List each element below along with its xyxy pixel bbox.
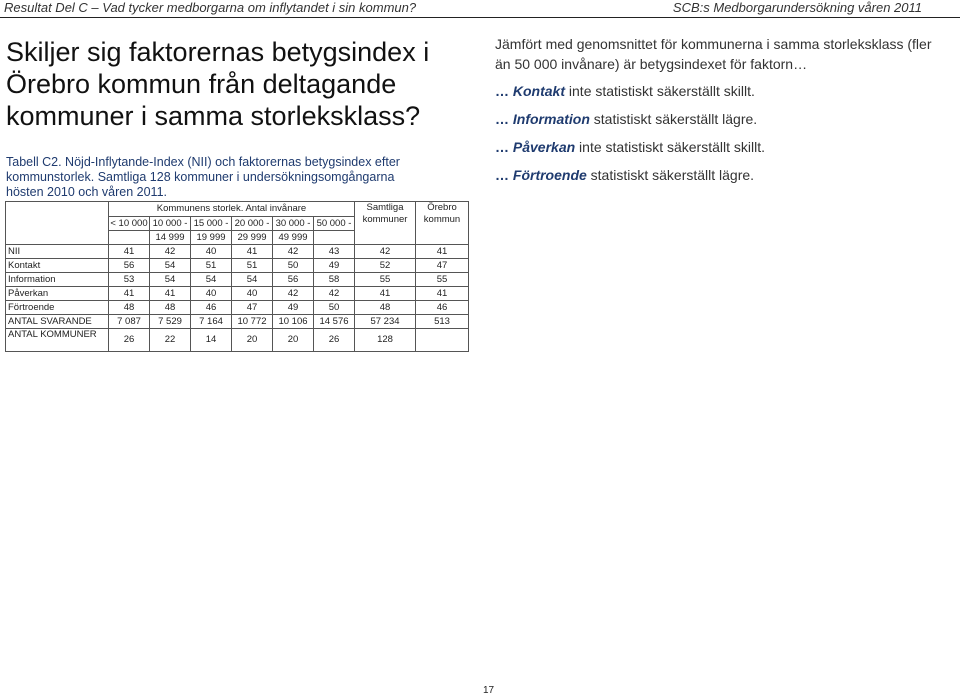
table-row	[6, 287, 469, 301]
bullet-text: statistiskt säkerställt lägre.	[586, 167, 755, 183]
table-row	[6, 259, 469, 273]
table-cell: 42	[150, 245, 191, 259]
table-cell: 54	[191, 273, 232, 287]
bullet-dots: …	[495, 83, 509, 99]
table-cell: 40	[191, 245, 232, 259]
bullet-text: inte statistiskt säkerställt skillt.	[575, 139, 765, 155]
row-label: NII	[6, 245, 109, 259]
table-cell: 49	[273, 301, 314, 315]
comparison-intro: Jämfört med genomsnittet för kommunerna i samma storleksklass (fler än 50 000 invånare) är betygsindexet för faktorn…	[495, 36, 932, 72]
bullet-factor: Kontakt	[512, 83, 566, 99]
table-cell: 49	[314, 259, 355, 273]
table-cell: 7 529	[150, 315, 191, 329]
table-cell: 10 106	[273, 315, 314, 329]
table-cell: 41	[232, 245, 273, 259]
bullet-factor: Information	[512, 111, 590, 127]
col-header-samtliga	[355, 202, 416, 245]
table-cell: 20	[273, 329, 314, 352]
table-cell: 26	[314, 329, 355, 352]
table-cell: 55	[416, 273, 469, 287]
table-cell: 48	[109, 301, 150, 315]
table-cell: 55	[355, 273, 416, 287]
table-cell: 47	[232, 301, 273, 315]
table-cell: 42	[355, 245, 416, 259]
table-cell: 42	[273, 245, 314, 259]
row-label: Påverkan	[6, 287, 109, 301]
page-header	[0, 0, 960, 18]
table-cell: 43	[314, 245, 355, 259]
row-label: ANTAL SVARANDE	[6, 315, 109, 329]
table-cell: 41	[109, 287, 150, 301]
col-header: 30 000 -	[273, 217, 314, 231]
table-cell: 48	[150, 301, 191, 315]
page-number: 17	[483, 685, 495, 696]
col-header-orebro-line1: Örebro	[427, 202, 457, 213]
table-cell: 40	[191, 287, 232, 301]
col-header-orebro	[416, 202, 469, 245]
table-body	[6, 245, 469, 352]
table-cell: 47	[416, 259, 469, 273]
table-caption: Tabell C2. Nöjd-Inflytande-Index (NII) och faktorernas betygsindex efter kommunstorlek. Samtliga 128 kommuner i undersökningsomgångarna hösten 2010 och våren 2011.	[6, 155, 400, 199]
page-heading: Skiljer sig faktorernas betygsindex i Örebro kommun från deltagande kommuner i samma storleksklass?	[6, 37, 430, 131]
table-cell: 41	[416, 287, 469, 301]
table-cell: 50	[273, 259, 314, 273]
bullet-fortroende	[495, 165, 950, 185]
table-cell: 52	[355, 259, 416, 273]
table-cell: 56	[109, 259, 150, 273]
table-cell: 14 576	[314, 315, 355, 329]
bullet-dots: …	[495, 139, 509, 155]
table-cell: 41	[109, 245, 150, 259]
table-row	[6, 301, 469, 315]
table-cell: 54	[150, 259, 191, 273]
col-header	[314, 231, 355, 245]
table-cell: 10 772	[232, 315, 273, 329]
comparison-text	[495, 34, 950, 193]
table-row	[6, 329, 469, 352]
table-cell: 54	[150, 273, 191, 287]
table-cell: 46	[416, 301, 469, 315]
group-header: Kommunens storlek. Antal invånare	[109, 202, 355, 217]
table-row	[6, 273, 469, 287]
header-left-text: Resultat Del C – Vad tycker medborgarna om inflytandet i sin kommun?	[4, 0, 417, 15]
table-cell: 40	[232, 287, 273, 301]
row-label: Information	[6, 273, 109, 287]
table-cell: 56	[273, 273, 314, 287]
table-row	[6, 245, 469, 259]
header-right-text: SCB:s Medborgarundersökning våren 2011	[672, 0, 922, 15]
table-cell: 7 087	[109, 315, 150, 329]
col-header: 10 000 -	[150, 217, 191, 231]
col-header: 50 000 -	[314, 217, 355, 231]
table-cell: 128	[355, 329, 416, 352]
col-header-samtliga-line2: kommuner	[362, 214, 408, 225]
table-cell: 14	[191, 329, 232, 352]
row-label: Kontakt	[6, 259, 109, 273]
table-cell: 26	[109, 329, 150, 352]
table-cell: 51	[191, 259, 232, 273]
bullet-kontakt	[495, 81, 950, 101]
col-header-orebro-line2: kommun	[423, 214, 461, 225]
table-header-row	[6, 202, 469, 217]
table-cell: 42	[273, 287, 314, 301]
table-cell: 42	[314, 287, 355, 301]
table-cell: 22	[150, 329, 191, 352]
bullet-dots: …	[495, 111, 509, 127]
table-cell: 513	[416, 315, 469, 329]
table-cell: 46	[191, 301, 232, 315]
table-row	[6, 315, 469, 329]
col-header: 49 999	[273, 231, 314, 245]
table-cell: 54	[232, 273, 273, 287]
bullet-text: inte statistiskt säkerställt skillt.	[565, 83, 755, 99]
header-empty-cell	[6, 202, 109, 245]
bullet-paverkan	[495, 137, 950, 157]
col-header: 29 999	[232, 231, 273, 245]
table-cell	[416, 329, 469, 352]
col-header: 19 999	[191, 231, 232, 245]
table-cell: 50	[314, 301, 355, 315]
col-header: 15 000 -	[191, 217, 232, 231]
table-cell: 7 164	[191, 315, 232, 329]
row-label: ANTAL KOMMUNER	[6, 329, 109, 352]
row-label: Förtroende	[6, 301, 109, 315]
col-header-samtliga-line1: Samtliga	[366, 202, 404, 213]
index-table	[5, 201, 469, 352]
bullet-dots: …	[495, 167, 509, 183]
table-cell: 58	[314, 273, 355, 287]
table-cell: 41	[355, 287, 416, 301]
table-cell: 51	[232, 259, 273, 273]
table-cell: 57 234	[355, 315, 416, 329]
col-header: 20 000 -	[232, 217, 273, 231]
bullet-factor: Förtroende	[512, 167, 587, 183]
table-cell: 41	[416, 245, 469, 259]
table-cell: 53	[109, 273, 150, 287]
table-cell: 41	[150, 287, 191, 301]
bullet-text: statistiskt säkerställt lägre.	[589, 111, 758, 127]
bullet-factor: Påverkan	[512, 139, 576, 155]
col-header	[109, 231, 150, 245]
table-cell: 20	[232, 329, 273, 352]
col-header: 14 999	[150, 231, 191, 245]
col-header: < 10 000	[110, 217, 148, 229]
bullet-information	[495, 109, 950, 129]
table-cell: 48	[355, 301, 416, 315]
